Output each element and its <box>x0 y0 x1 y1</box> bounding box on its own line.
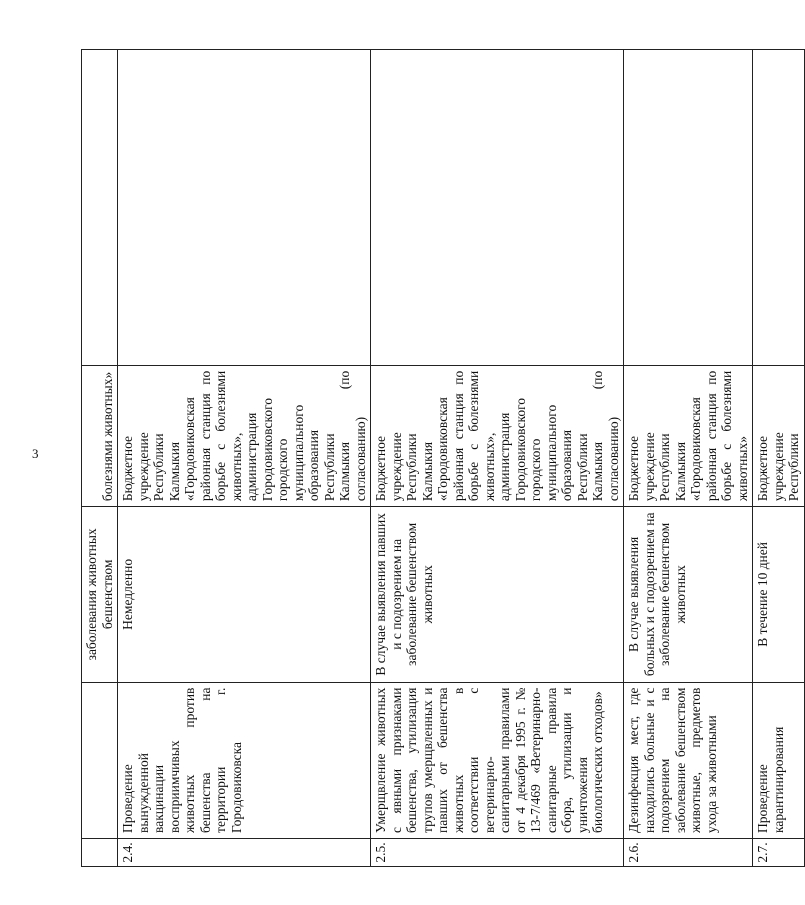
responsible-cell: Бюджетное учреждение Республики Калмыкия «Городовиковская районная станция по борьбе с болезнями животных», администрация Городовиковского городского муниципального образования Республики Калмыкия (по согласованию) <box>371 365 624 506</box>
row-number: 2.5. <box>371 838 624 866</box>
deadline-cell: заболевания животных бешенством <box>82 507 118 682</box>
empty-cell <box>82 50 118 366</box>
measure-cell: Дезинфекция мест, где находились больные и с подозрением на заболевание бешенством животные, предметов ухода за животными <box>624 682 753 838</box>
responsible-cell: Бюджетное учреждение Республики <box>753 365 805 506</box>
table-row <box>118 50 371 867</box>
row-number: 2.4. <box>118 838 371 866</box>
table-row <box>82 50 118 867</box>
page-number: 3 <box>32 446 39 461</box>
responsible-cell: Бюджетное учреждение Республики Калмыкия «Городовиковская районная станция по борьбе с болезнями животных» <box>624 365 753 506</box>
measure-cell <box>82 682 118 838</box>
measure-cell: Умерщвление животных с явными признаками бешенства, утилизация трупов умерщвленных и павших от бешенства животных в соответствии с ветеринарно-санитарными правилами от 4 декабря 1995 г. № 13-7/469 «Ветеринарно-санитарные правила сбора, утилизации и уничтожения биологических отходов» <box>371 682 624 838</box>
responsible-cell: Бюджетное учреждение Республики Калмыкия «Городовиковская районная станция по борьбе с болезнями животных», администрация Городовиковского городского муниципального образования Республики Калмыкия (по согласованию) <box>118 365 371 506</box>
table-row <box>624 50 753 867</box>
deadline-cell: В случае выявления павших и с подозрением на заболевание бешенством животных <box>371 507 624 682</box>
deadline-cell: Немедленно <box>118 507 371 682</box>
measure-cell: Проведение карантинирования <box>753 682 805 838</box>
table-row <box>371 50 624 867</box>
measures-table <box>81 49 805 867</box>
empty-cell <box>118 50 371 366</box>
empty-cell <box>624 50 753 366</box>
empty-cell <box>753 50 805 366</box>
rotated-table-page <box>81 49 801 867</box>
row-number <box>82 838 118 866</box>
row-number: 2.7. <box>753 838 805 866</box>
table-row <box>753 50 805 867</box>
row-number: 2.6. <box>624 838 753 866</box>
empty-cell <box>371 50 624 366</box>
measure-cell: Проведение вынужденной вакцинации восприимчивых животных против бешенства на территории г. Городовиковска <box>118 682 371 838</box>
deadline-cell: В случае выявления больных и с подозрением на заболевание бешенством животных <box>624 507 753 682</box>
responsible-cell: болезнями животных» <box>82 365 118 506</box>
deadline-cell: В течение 10 дней <box>753 507 805 682</box>
